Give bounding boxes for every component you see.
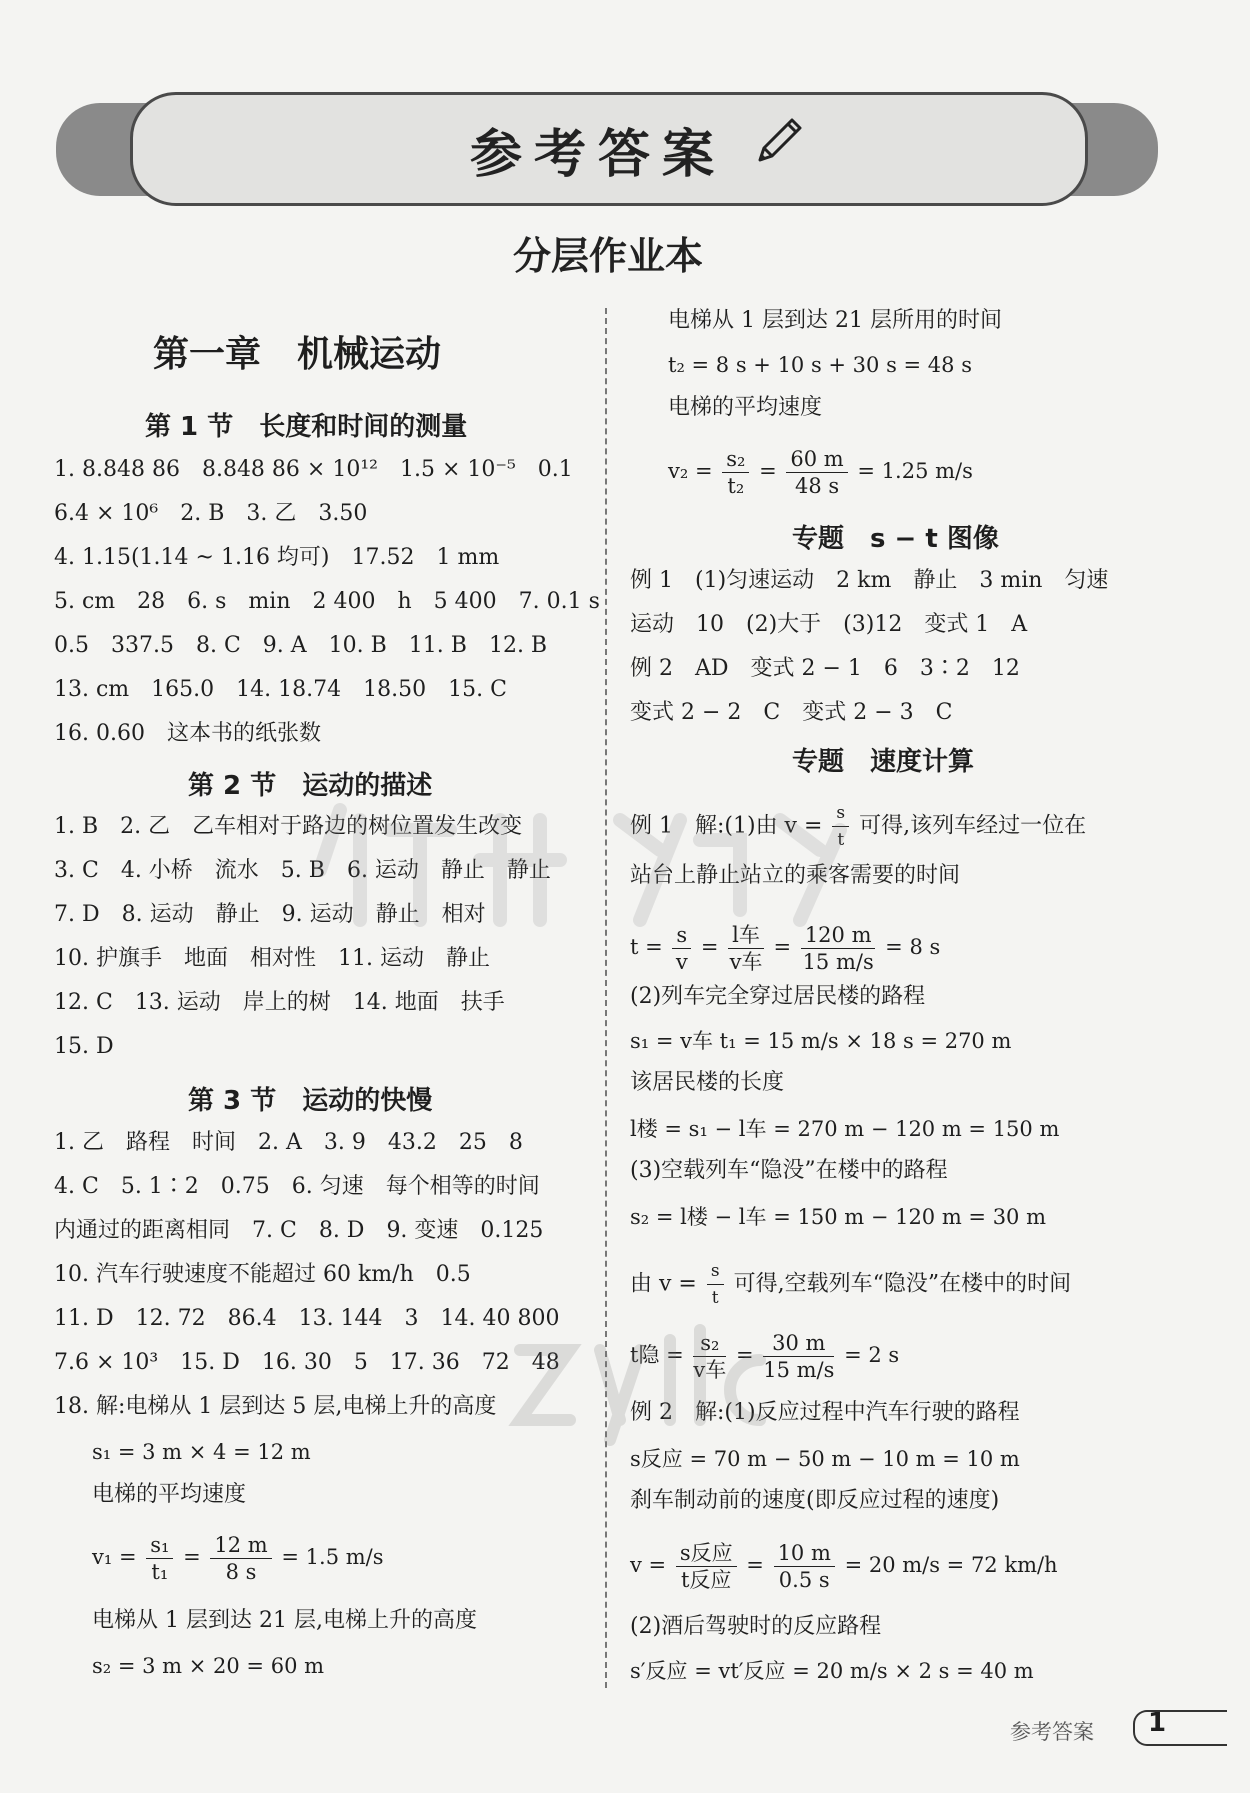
answer-line: 1. 8.848 86 8.848 86 × 10¹² 1.5 × 10⁻⁵ 0.1: [54, 457, 573, 482]
equation: s₁ = 3 m × 4 = 12 m: [92, 1440, 311, 1464]
velocity-equation-2: v₂ = $\frac{\text{s₂}}{\text{t₂}}$ = $\frac{60 m}{48 s}$ = 1.25 m/s: [668, 447, 973, 498]
answer-line: (3)空载列车“隐没”在楼中的路程: [630, 1158, 948, 1183]
watermark-shape: [300, 790, 860, 940]
answer-line: 例 2 解:(1)反应过程中汽车行驶的路程: [630, 1400, 1020, 1425]
equation: s反应 = 70 m − 50 m − 10 m = 10 m: [630, 1447, 1020, 1471]
answer-line: 7.6 × 10³ 15. D 16. 30 5 17. 36 72 48: [54, 1350, 560, 1375]
answer-line: 该居民楼的长度: [630, 1070, 785, 1095]
velocity-equation-1: v₁ = $\frac{\text{s₁}}{\text{t₁}}$ = $\frac{12 m}{8 s}$ = 1.5 m/s: [92, 1533, 384, 1584]
equation: t₂ = 8 s + 10 s + 30 s = 48 s: [668, 353, 972, 377]
answer-line: 3. C 4. 小桥 流水 5. B 6. 运动 静止 静止: [54, 858, 551, 883]
answer-line: 内通过的距离相同 7. C 8. D 9. 变速 0.125: [54, 1218, 544, 1243]
page-title: 参考答案: [470, 125, 727, 185]
equation: s₁ = v车 t₁ = 15 m/s × 18 s = 270 m: [630, 1029, 1012, 1053]
topic-heading-1: 专题 s − t 图像: [792, 524, 999, 554]
answer-line: 站台上静止站立的乘客需要的时间: [630, 863, 961, 888]
equation: l楼 = s₁ − l车 = 270 m − 120 m = 150 m: [630, 1117, 1060, 1141]
example-1-line: 例 1 解:(1)由 v = $\frac{s}{t}$ 可得,该列车经过一位在: [630, 800, 1086, 853]
answer-line: 6.4 × 10⁶ 2. B 3. 乙 3.50: [54, 501, 368, 526]
equation: s′反应 = vt′反应 = 20 m/s × 2 s = 40 m: [630, 1659, 1034, 1683]
speed-equation: v = $\frac{\text{s反应}}{\text{t反应}}$ = $\frac{10 m}{0.5 s}$ = 20 m/s = 72 km/h: [630, 1541, 1058, 1592]
answer-line: (2)列车完全穿过居民楼的路程: [630, 984, 926, 1009]
section-heading-2: 第 2 节 运动的描述: [188, 771, 433, 801]
section-heading-1: 第 1 节 长度和时间的测量: [145, 412, 468, 442]
answer-line: 5. cm 28 6. s min 2 400 h 5 400 7. 0.1 s: [54, 589, 600, 614]
equation: s₂ = l楼 − l车 = 150 m − 120 m = 30 m: [630, 1205, 1047, 1229]
answer-line: 例 1 (1)匀速运动 2 km 静止 3 min 匀速: [630, 568, 1109, 593]
answer-line: 1. 乙 路程 时间 2. A 3. 9 43.2 25 8: [54, 1130, 523, 1155]
answer-line: 刹车制动前的速度(即反应过程的速度): [630, 1488, 1000, 1513]
answer-line: 1. B 2. 乙 乙车相对于路边的树位置发生改变: [54, 814, 523, 839]
hidden-time-equation: t隐 = $\frac{\text{s₂}}{\text{v车}}$ = $\frac{30 m}{15 m/s}$ = 2 s: [630, 1331, 900, 1382]
answer-line: 电梯的平均速度: [668, 395, 823, 420]
answer-line: 11. D 12. 72 86.4 13. 144 3 14. 40 800: [54, 1306, 560, 1331]
section-heading-3: 第 3 节 运动的快慢: [188, 1086, 433, 1116]
footer-label: 参考答案: [1010, 1720, 1094, 1744]
watermark-shape: [500, 1310, 820, 1450]
section-subtitle: 分层作业本: [512, 234, 703, 278]
equation: s₂ = 3 m × 20 = 60 m: [92, 1654, 325, 1678]
time-equation: t = $\frac{s}{v}$ = $\frac{\text{l车}}{\text{v车}}$ = $\frac{120 m}{15 m/s}$ = 8 s: [630, 923, 941, 974]
answer-line: 12. C 13. 运动 岸上的树 14. 地面 扶手: [54, 990, 505, 1015]
answer-line: 例 2 AD 变式 2 − 1 6 3∶2 12: [630, 656, 1020, 681]
answer-line: 15. D: [54, 1034, 114, 1059]
answer-line: 4. 1.15(1.14 ~ 1.16 均可) 17.52 1 mm: [54, 545, 500, 570]
answer-line: 电梯从 1 层到达 21 层,电梯上升的高度: [92, 1608, 477, 1633]
answer-line: 4. C 5. 1∶2 0.75 6. 匀速 每个相等的时间: [54, 1174, 540, 1199]
answer-line: 10. 汽车行驶速度不能超过 60 km/h 0.5: [54, 1262, 471, 1287]
answer-line: (2)酒后驾驶时的反应路程: [630, 1614, 882, 1639]
answer-line: 18. 解:电梯从 1 层到达 5 层,电梯上升的高度: [54, 1394, 497, 1419]
answer-line: 13. cm 165.0 14. 18.74 18.50 15. C: [54, 677, 507, 702]
answer-line: 10. 护旗手 地面 相对性 11. 运动 静止: [54, 946, 490, 971]
answer-line: 运动 10 (2)大于 (3)12 变式 1 A: [630, 612, 1028, 637]
column-divider: [605, 308, 607, 1688]
page-number: 1: [1148, 1708, 1167, 1738]
answer-line: 16. 0.60 这本书的纸张数: [54, 721, 321, 746]
answer-line: 变式 2 − 2 C 变式 2 − 3 C: [630, 700, 953, 725]
answer-line: 0.5 337.5 8. C 9. A 10. B 11. B 12. B: [54, 633, 548, 658]
chapter-heading: 第一章 机械运动: [153, 334, 442, 375]
topic-heading-2: 专题 速度计算: [792, 747, 975, 777]
example-1-time-line: 由 v = $\frac{s}{t}$ 可得,空载列车“隐没”在楼中的时间: [630, 1258, 1071, 1311]
answer-line: 7. D 8. 运动 静止 9. 运动 静止 相对: [54, 902, 486, 927]
pencil-icon: [748, 112, 808, 172]
answer-line: 电梯从 1 层到达 21 层所用的时间: [668, 308, 1002, 333]
answer-line: 电梯的平均速度: [92, 1482, 247, 1507]
